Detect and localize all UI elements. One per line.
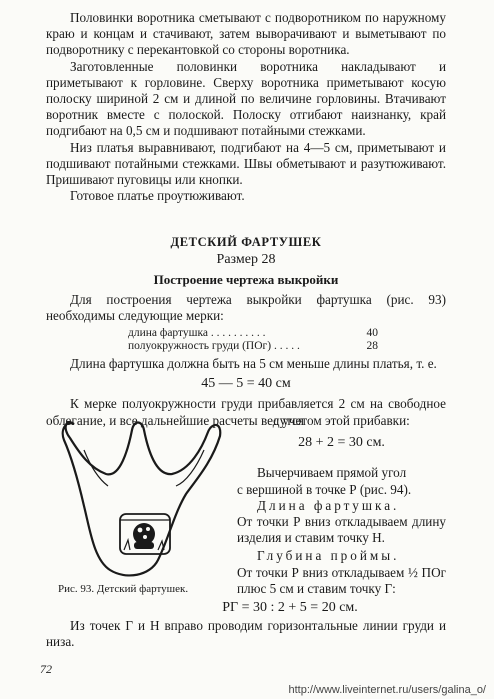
line-length-step: От точки Р вниз откладываем длину изделия и ставим точку Н. bbox=[237, 514, 446, 546]
apron-outline bbox=[63, 422, 221, 575]
measurement-row bbox=[128, 327, 378, 340]
apron-section bbox=[46, 234, 446, 429]
formula-chest: 28 + 2 = 30 см. bbox=[298, 435, 385, 451]
measurement-label: длина фартушка . . . . . . . . . . bbox=[128, 327, 266, 340]
mushroom-spot bbox=[143, 535, 147, 539]
measurement-value: 40 bbox=[366, 327, 378, 340]
mushroom-cap bbox=[133, 523, 155, 545]
paragraph-collar-attach: Заготовленные половинки воротника накладывают и приметывают к горловине. Сверху воротника приметывают косую полоску шириной 2 см и длиной по величине горловины. Втачивают воротник вместе с полоской. Полоску отгибают наизнанку, край подгибают на 0,5 см и подшивают потайными стежками. bbox=[46, 58, 446, 139]
text-block-bottom bbox=[46, 618, 446, 650]
apron-inner-line bbox=[176, 450, 204, 486]
line-angle: Вычерчиваем прямой угол bbox=[257, 465, 407, 481]
paragraph-finish: Готовое платье проутюживают. bbox=[70, 188, 245, 204]
formula-armhole: РГ = 30 : 2 + 5 = 20 см. bbox=[222, 600, 358, 615]
paragraph-measures-intro: Для построения чертежа выкройки фартушка (рис. 93) необходимы следующие мерки: bbox=[46, 291, 446, 323]
paragraph-hem: Низ платья выравнивают, подгибают на 4—5 см, приметывают и подшивают потайными стежками. Швы обметывают и разутюживают. Пришивают пуговицы или кнопки. bbox=[46, 139, 446, 188]
apron-illustration bbox=[54, 410, 244, 585]
heading-length: Длина фартушка. bbox=[257, 497, 400, 513]
section-heading: ДЕТСКИЙ ФАРТУШЕК bbox=[170, 235, 322, 249]
measurement-value: 28 bbox=[366, 340, 378, 353]
mushroom-spot bbox=[146, 527, 150, 531]
measurements-list bbox=[46, 327, 446, 353]
paragraph-allowance: К мерке полуокружности груди прибавляется 2 см на свободное облегание, и все дальнейшие расчеты ведутся bbox=[46, 396, 446, 428]
paragraph-lines: Из точек Г и Н вправо проводим горизонтальные линии груди и низа. bbox=[46, 618, 446, 650]
mushroom-stem bbox=[134, 542, 154, 549]
text-block-top bbox=[46, 10, 446, 204]
measurement-label: полуокружность груди (ПОг) . . . . . bbox=[128, 340, 300, 353]
size-label: Размер 28 bbox=[216, 252, 276, 268]
formula-length: 45 — 5 = 40 см bbox=[201, 376, 291, 392]
line-vertex: с вершиной в точке Р (рис. 94). bbox=[237, 481, 412, 497]
measurement-row bbox=[128, 340, 378, 353]
paragraph-length: Длина фартушка должна быть на 5 см меньше длины платья, т. е. bbox=[70, 356, 437, 372]
page-number: 72 bbox=[40, 662, 52, 676]
figure-caption: Рис. 93. Детский фартушек. bbox=[58, 583, 189, 595]
subheading: Построение чертежа выкройки bbox=[153, 272, 339, 288]
mushroom-spot bbox=[138, 528, 143, 533]
heading-armhole: Глубина проймы. bbox=[257, 548, 400, 564]
paragraph-collar: Половинки воротника сметывают с подворотником по наружному краю и концам и стачивают, затем выворачивают и выметывают по подворотнику с перекантовкой со стороны воротника. bbox=[46, 10, 446, 58]
watermark-url: http://www.liveinternet.ru/users/galina_o/ bbox=[288, 684, 486, 696]
line-allowance: с учетом этой прибавки: bbox=[273, 413, 410, 428]
line-armhole-step: От точки Р вниз откладываем ½ ПОг плюс 5 см и ставим точку Г: bbox=[237, 564, 446, 596]
right-column bbox=[237, 413, 446, 597]
